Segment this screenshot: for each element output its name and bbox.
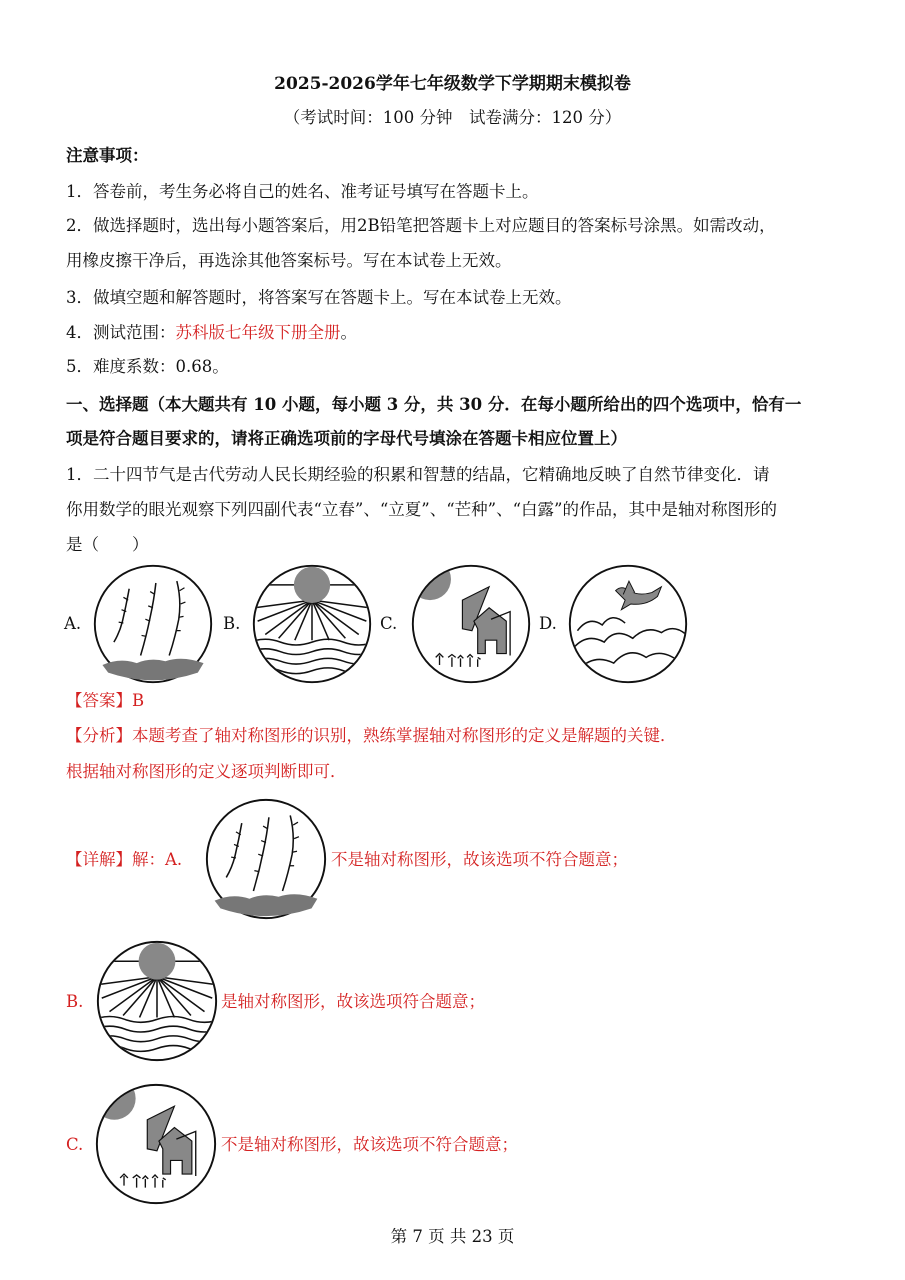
question-1-line-2: 你用数学的眼光观察下列四副代表“立春”、“立夏”、“芒种”、“白露”的作品，其中是轴对称图形的	[66, 500, 777, 519]
answer-line: 【答案】B	[66, 691, 145, 710]
detail-c-picture	[93, 1081, 219, 1207]
note-item-4-suffix: 。	[340, 323, 357, 342]
exam-title: 2025-2026学年七年级数学下学期期末模拟卷	[274, 74, 631, 94]
detail-b-text: 是轴对称图形，故该选项符合题意；	[221, 992, 485, 1011]
detail-b-picture	[94, 938, 220, 1064]
note-item-3: 3．做填空题和解答题时，将答案写在答题卡上。写在本试卷上无效。	[66, 288, 572, 307]
notes-heading: 注意事项：	[66, 146, 149, 165]
question-1-line-3: 是（ ）	[66, 535, 149, 554]
test-scope: 苏科版七年级下册全册	[175, 323, 341, 342]
analysis-line-1: 【分析】本题考查了轴对称图形的识别，熟练掌握轴对称图形的定义是解题的关键．	[66, 726, 677, 745]
note-item-2-line-2: 用橡皮擦干净后，再选涂其他答案标号。写在本试卷上无效。	[66, 251, 512, 270]
note-item-5: 5．难度系数：0.68。	[66, 357, 229, 376]
detail-b-label: B.	[66, 992, 84, 1011]
note-item-4-prefix: 4．测试范围：	[66, 323, 176, 342]
exam-subtitle: （考试时间：100 分钟 试卷满分：120 分）	[283, 108, 622, 127]
detail-c-text: 不是轴对称图形，故该选项不符合题意；	[221, 1135, 518, 1154]
question-1-line-1: 1．二十四节气是古代劳动人民长期经验的积累和智慧的结晶，它精确地反映了自然节律变化．请	[66, 465, 770, 484]
option-c-picture	[409, 562, 533, 686]
option-c-label: C.	[380, 614, 398, 633]
note-item-1: 1．答卷前，考生务必将自己的姓名、准考证号填写在答题卡上。	[66, 182, 539, 201]
detail-a-picture	[203, 796, 329, 922]
section-heading-line-2: 项是符合题目要求的，请将正确选项前的字母代号填涂在答题卡相应位置上）	[66, 429, 627, 448]
option-d-label: D.	[539, 614, 557, 633]
analysis-line-2: 根据轴对称图形的定义逐项判断即可．	[66, 762, 347, 781]
option-a-label: A.	[64, 614, 82, 633]
note-item-4	[66, 322, 357, 344]
section-heading-line-1: 一、选择题（本大题共有 10 小题，每小题 3 分，共 30 分．在每小题所给出的四个选项中，恰有一	[66, 395, 802, 414]
detail-c-label: C.	[66, 1135, 84, 1154]
option-a-picture	[91, 562, 215, 686]
page-number: 第 7 页 共 23 页	[390, 1227, 515, 1246]
option-b-picture	[250, 562, 374, 686]
detail-a-text: 不是轴对称图形，故该选项不符合题意；	[331, 850, 628, 869]
detail-prefix: 【详解】解：A.	[66, 850, 183, 869]
option-d-picture	[566, 562, 690, 686]
note-item-2-line-1: 2．做选择题时，选出每小题答案后，用2B铅笔把答题卡上对应题目的答案标号涂黑。如需改动，	[66, 216, 776, 235]
option-b-label: B.	[223, 614, 241, 633]
